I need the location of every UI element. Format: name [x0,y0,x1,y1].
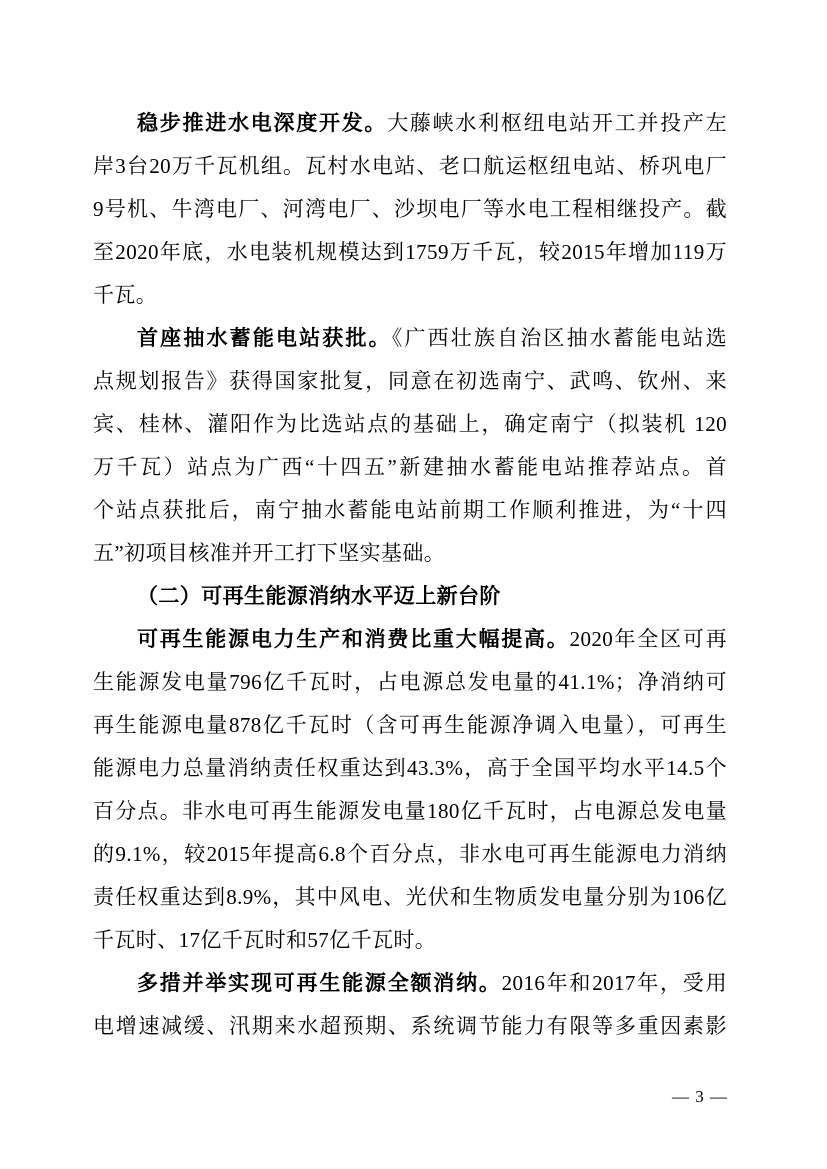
text-run: 个站点获批后，南宁抽水蓄能电站前期工作顺利推进，为“十四 [93,498,727,522]
paragraph-line [93,403,727,446]
text-run: 点规划报告》获得国家批复，同意在初选南宁、武鸣、钦州、来 [93,369,727,393]
heading-line [93,575,727,618]
text-run: 电增速减缓、汛期来水超预期、系统调节能力有限等多重因素影 [93,1014,727,1038]
paragraph-line [93,532,727,575]
paragraph-line [93,747,727,790]
text-run: 2020年全区可再 [569,627,727,651]
paragraph-line [93,1005,727,1048]
text-run: 千瓦时、17亿千瓦时和57亿千瓦时。 [93,928,437,952]
text-run: 生能源发电量796亿千瓦时，占电源总发电量的41.1%；净消纳可 [93,670,727,694]
text-run: 能源电力总量消纳责任权重达到43.3%，高于全国平均水平14.5个 [93,756,727,780]
text-run: 《广西壮族自治区抽水蓄能电站选 [391,326,728,350]
paragraph-line [93,360,727,403]
text-run: 2016年和2017年，受用 [501,971,727,995]
bold-text-run: 多措并举实现可再生能源全额消纳。 [137,971,502,995]
bold-text-run: 首座抽水蓄能电站获批。 [137,326,392,350]
text-run: 大藤峡水利枢纽电站开工并投产左 [387,111,727,135]
paragraph-line [93,833,727,876]
text-run: 的9.1%，较2015年提高6.8个百分点，非水电可再生能源电力消纳 [93,842,727,866]
paragraph-line [93,274,727,317]
paragraph [93,102,727,317]
paragraph [93,317,727,575]
bold-text-run: 稳步推进水电深度开发。 [137,111,388,135]
text-run: 至2020年底，水电装机规模达到1759万千瓦，较2015年增加119万 [93,240,727,264]
text-run: 岸3台20万千瓦机组。瓦村水电站、老口航运枢纽电站、桥巩电厂 [93,154,727,178]
paragraph-line [93,618,727,661]
text-run: 再生能源电量878亿千瓦时（含可再生能源净调入电量），可再生 [93,713,727,737]
bold-text-run: （二）可再生能源消纳水平迈上新台阶 [137,584,501,608]
paragraph-line [93,661,727,704]
paragraph-line [93,317,727,360]
paragraph-line [93,919,727,962]
paragraph-line [93,704,727,747]
paragraph [93,962,727,1048]
page-number: — 3 — [672,1087,728,1106]
bold-text-run: 可再生能源电力生产和消费比重大幅提高。 [137,627,570,651]
paragraph-line [93,102,727,145]
paragraph-line [93,962,727,1005]
paragraph-line [93,790,727,833]
paragraph-line [93,188,727,231]
section-heading [93,575,727,618]
paragraph [93,618,727,962]
text-run: 千瓦。 [93,283,158,307]
paragraph-line [93,876,727,919]
text-run: 万千瓦）站点为广西“十四五”新建抽水蓄能电站推荐站点。首 [93,455,727,479]
paragraph-line [93,489,727,532]
paragraph-line [93,231,727,274]
text-run: 责任权重达到8.9%，其中风电、光伏和生物质发电量分别为106亿 [93,885,727,909]
text-run: 宾、桂林、灌阳作为比选站点的基础上，确定南宁（拟装机 120 [93,412,727,436]
text-run: 百分点。非水电可再生能源发电量180亿千瓦时，占电源总发电量 [93,799,727,823]
paragraph-line [93,145,727,188]
text-block [93,102,727,1048]
text-run: 五”初项目核准并开工打下坚实基础。 [93,541,446,565]
paragraph-line [93,446,727,489]
text-run: 9号机、牛湾电厂、河湾电厂、沙坝电厂等水电工程相继投产。截 [93,197,727,221]
